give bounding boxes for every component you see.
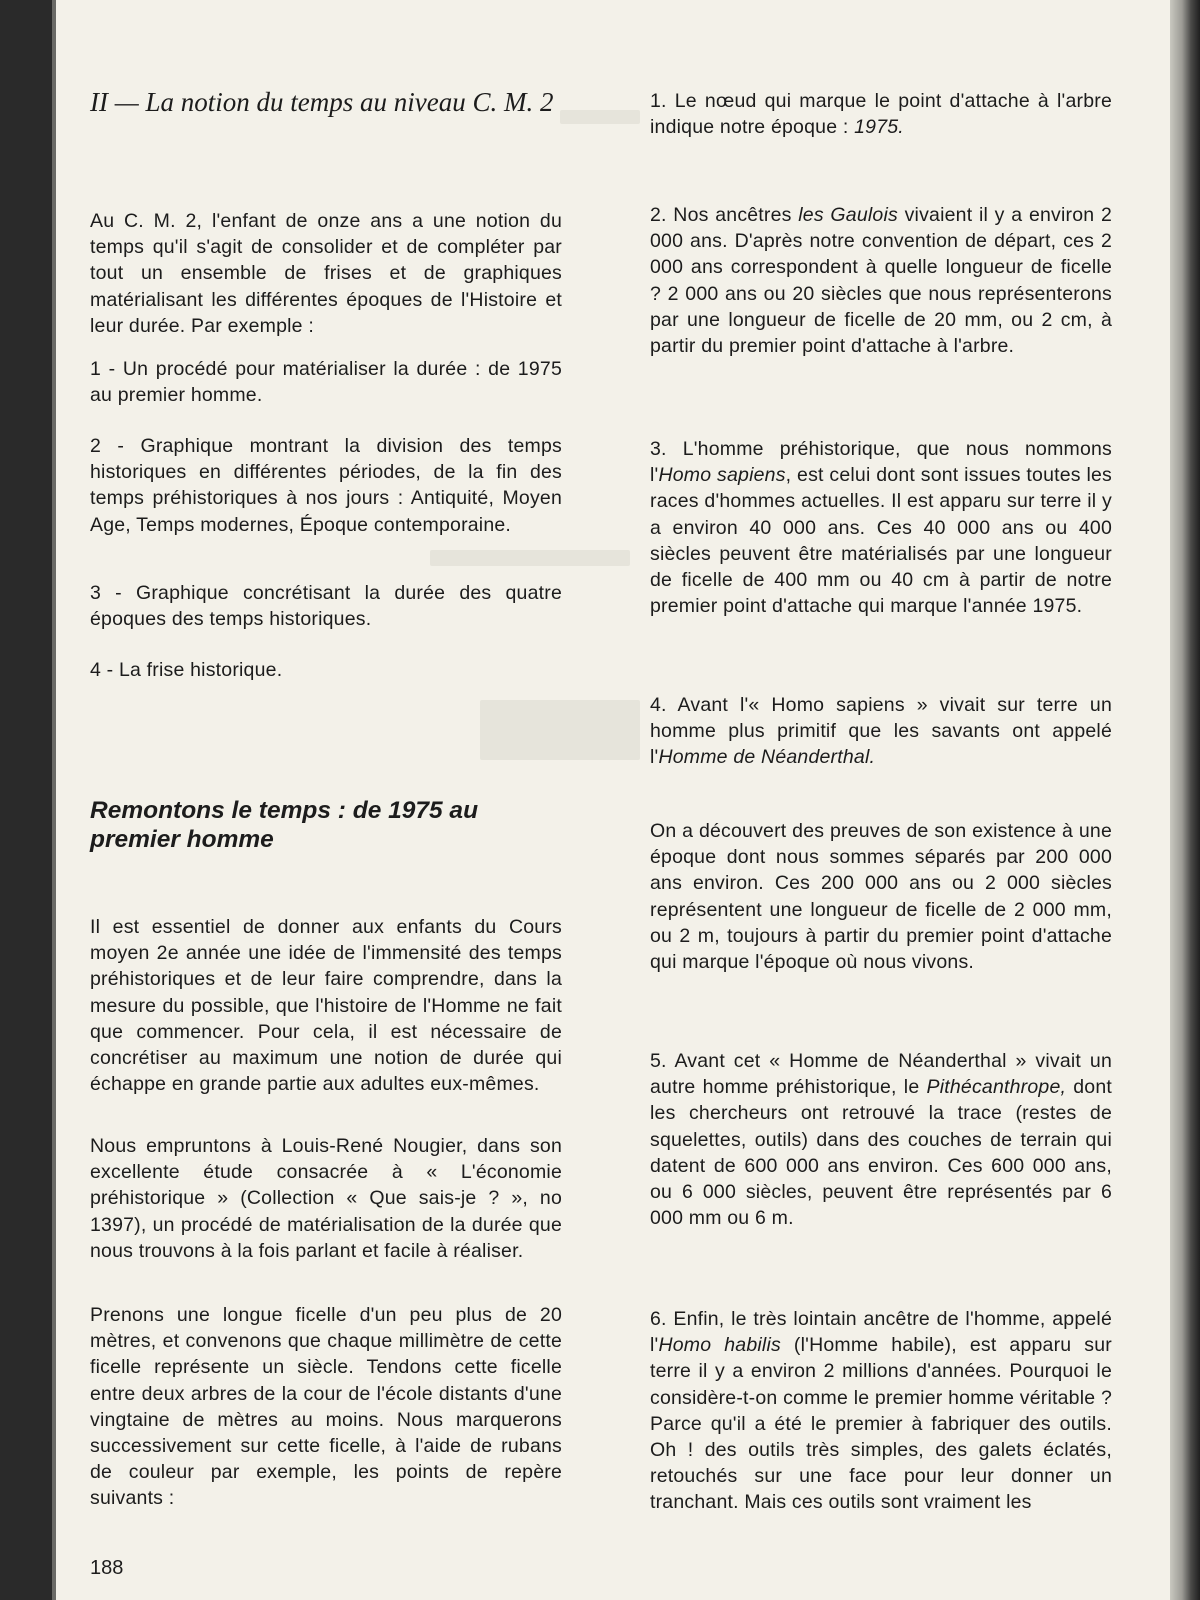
point-5: [650, 1048, 1112, 1231]
point-text: 4. Avant l'« Homo sapiens » vivait sur terre un homme plus primitif que les savants ont appelé l': [650, 694, 1112, 769]
subheading: Remontons le temps : de 1975 au premier homme: [90, 797, 479, 853]
binding-edge: [0, 0, 52, 1600]
point-6: [650, 1306, 1112, 1516]
example-item: 1 - Un procédé pour matérialiser la durée : de 1975 au premier homme.: [90, 358, 562, 407]
example-item: 2 - Graphique montrant la division des temps historiques en différentes périodes, de la fin des temps préhistoriques à nos jours : Antiquité, Moyen Age, Temps modernes, Époque contemporaine.: [90, 435, 562, 536]
point-italic: Homo habilis: [658, 1334, 781, 1357]
point-text: , est celui dont sont issues toutes les races d'hommes actuelles. Il est apparu sur terre il y a environ 40 000 ans. Ces 40 000 ans ou 400 siècles peuvent être matérialisés par une longueur de ficelle de 400 mm ou 40 cm à partir de notre premier point d'attache qui marque l'année 1975.: [650, 464, 1113, 618]
point-text: 3. L'homme préhistorique, que nous nommons l': [650, 438, 1112, 487]
point-italic: Pithécanthrope,: [926, 1076, 1067, 1099]
point-3: [650, 436, 1112, 619]
body-paragraph: Prenons une longue ficelle d'un peu plus de 20 mètres, et convenons que chaque millimètre de cette ficelle représente un siècle. Tendons cette ficelle entre deux arbres de la cour de l'école distants d'une vingtaine de mètres au moins. Nous marquerons successivement sur cette ficelle, à l'aide de rubans de couleur par exemple, les points de repère suivants :: [90, 1304, 562, 1510]
point-text: 6. Enfin, le très lointain ancêtre de l'homme, appelé l': [650, 1308, 1112, 1357]
point-text: dont les chercheurs ont retrouvé la trace (restes de squelettes, outils) dans des couches de terrain qui datent de 600 000 ans environ. Ces 600 000 ans, ou 6 000 siècles, peuvent être représentés par 6 000 mm ou 6 m.: [650, 1076, 1113, 1230]
point-italic: Homo sapiens: [658, 464, 786, 487]
point-text: (l'Homme habile), est apparu sur terre il y a environ 2 millions d'années. Pourquoi le considère-t-on comme le premier homme véritable ? Parce qu'il a été le premier à fabriquer des outils. Oh ! des outils très simples, des galets éclatés, retouchés sur une face pour leur donner un tranchant. Mais ces outils sont vraiment les: [650, 1334, 1112, 1514]
point-italic: 1975.: [854, 116, 904, 139]
point-text: 5. Avant cet « Homme de Néanderthal » vivait un autre homme préhistorique, le: [650, 1050, 1112, 1099]
example-item: 4 - La frise historique.: [90, 659, 283, 681]
show-through: [480, 700, 640, 760]
point-italic: Homme de Néanderthal.: [658, 746, 876, 769]
point-4-continued: On a découvert des preuves de son existence à une époque dont nous sommes séparés par 200 000 ans environ. Ces 200 000 ans ou 2 000 siècles représentent une longueur de ficelle de 2 000 mm, ou 2 m, toujours à partir du premier point d'attache qui marque l'époque où nous vivons.: [650, 820, 1112, 974]
body-paragraph: Il est essentiel de donner aux enfants du Cours moyen 2e année une idée de l'immensité des temps préhistoriques et de leur faire comprendre, dans la mesure du possible, que l'histoire de l'Homme ne fait que commencer. Pour cela, il est nécessaire de concrétiser au maximum une notion de durée qui échappe en grande partie aux adultes eux-mêmes.: [90, 916, 562, 1096]
body-paragraph: Nous empruntons à Louis-René Nougier, dans son excellente étude consacrée à « L'économie préhistorique » (Collection « Que sais-je ? », no 1397), un procédé de matérialisation de la durée que nous trouvons à la fois parlant et facile à réaliser.: [90, 1135, 562, 1262]
point-text: 2. Nos ancêtres: [650, 204, 799, 226]
page-edge-shadow: [1170, 0, 1200, 1600]
show-through: [560, 110, 640, 124]
show-through: [430, 550, 630, 566]
section-title: II — La notion du temps au niveau C. M. 2: [90, 87, 554, 117]
point-text: vivaient il y a environ 2 000 ans. D'après notre convention de départ, ces 2 000 ans correspondent à quelle longueur de ficelle ? 2 000 ans ou 20 siècles que nous représenterons par une longueur de ficelle de 20 mm, ou 2 cm, à partir du premier point d'attache à l'arbre.: [650, 204, 1112, 358]
point-1: [650, 88, 1112, 140]
page-number: 188: [90, 1557, 124, 1579]
point-4: [650, 692, 1112, 771]
point-2: [650, 202, 1112, 359]
point-text: 1. Le nœud qui marque le point d'attache à l'arbre indique notre époque :: [650, 90, 1112, 139]
intro-paragraph: Au C. M. 2, l'enfant de onze ans a une notion du temps qu'il s'agit de consolider et de compléter par tout un ensemble de frises et de graphiques matérialisant les différentes époques de l'Histoire et leur durée. Par exemple :: [90, 210, 562, 337]
point-italic: les Gaulois: [798, 204, 898, 226]
example-item: 3 - Graphique concrétisant la durée des quatre époques des temps historiques.: [90, 582, 562, 631]
